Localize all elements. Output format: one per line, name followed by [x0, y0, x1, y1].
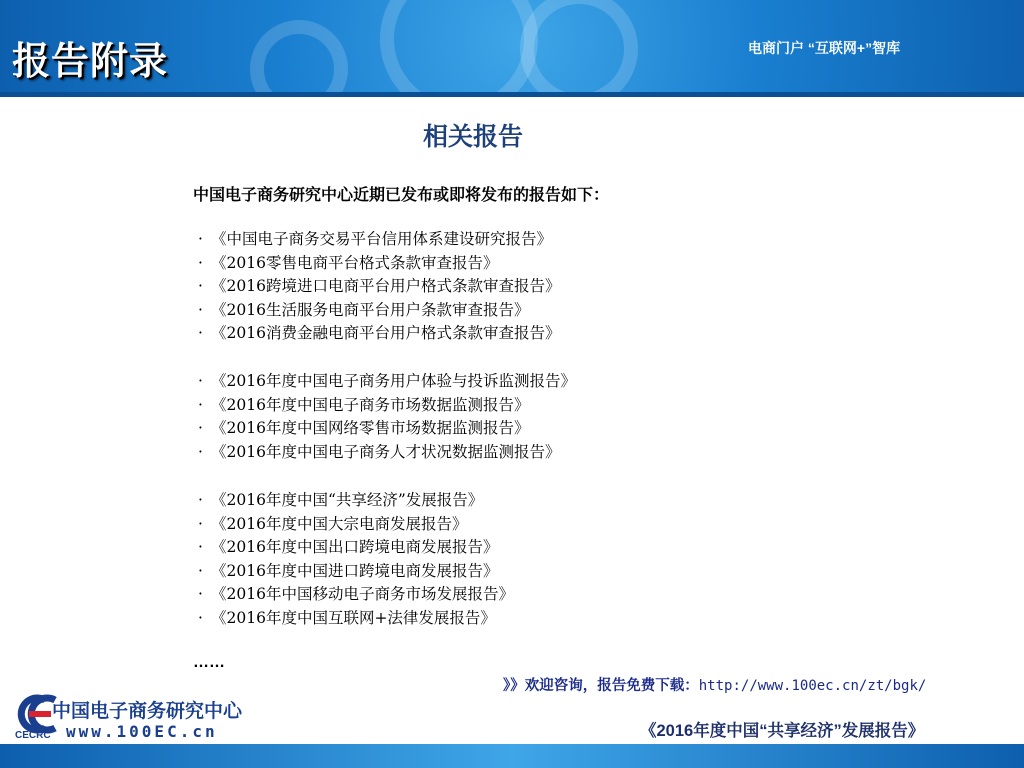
report-title: 《中国电子商务交易平台信用体系建设研究报告》: [211, 230, 553, 248]
bullet-marker: ·: [198, 561, 203, 580]
report-list-item: [198, 513, 514, 537]
report-title: 《2016消费金融电商平台用户格式条款审查报告》: [211, 324, 561, 343]
report-list-group-2: [198, 370, 576, 464]
bullet-marker: ·: [198, 395, 203, 414]
header-decoration: [520, 0, 638, 92]
report-list-item: [198, 322, 560, 346]
bullet-marker: ·: [198, 585, 203, 604]
bullet-marker: ·: [198, 442, 203, 461]
download-url[interactable]: http://www.100ec.cn/zt/bgk/: [698, 678, 927, 694]
report-list-group-1: [198, 228, 560, 346]
report-title: 《2016零售电商平台格式条款审查报告》: [211, 253, 499, 272]
bullet-marker: ·: [198, 419, 203, 438]
report-list-item: [198, 607, 514, 631]
report-list-item: [198, 536, 514, 560]
header-decoration: [250, 20, 348, 92]
download-link[interactable]: [503, 674, 926, 695]
report-list-item: [198, 299, 560, 323]
bullet-marker: ·: [198, 514, 203, 533]
ellipsis-text: ……: [193, 654, 225, 671]
header-tagline: 电商门户 “互联网+”智库: [748, 40, 901, 56]
header-decoration: [380, 0, 538, 92]
report-list-item: [198, 489, 514, 513]
footer-report-title: 《2016年度中国“共享经济”发展报告》: [640, 722, 925, 740]
report-title: 《2016年度中国电子商务用户体验与投诉监测报告》: [211, 372, 576, 390]
bullet-marker: ·: [198, 372, 203, 390]
report-list-item: [198, 275, 560, 299]
report-list-item: [198, 417, 576, 441]
bullet-marker: ·: [198, 277, 203, 296]
report-title: 《2016年度中国电子商务市场数据监测报告》: [211, 395, 530, 414]
footer-bar: [0, 744, 1024, 768]
bullet-marker: ·: [198, 491, 203, 509]
download-text: 》》欢迎咨询，报告免费下载：: [503, 678, 699, 694]
logo-org-name: 中国电子商务研究中心: [52, 701, 243, 722]
bullet-marker: ·: [198, 608, 203, 627]
report-title: 《2016生活服务电商平台用户条款审查报告》: [211, 300, 530, 319]
bullet-marker: ·: [198, 253, 203, 272]
report-title: 《2016年中国移动电子商务市场发展报告》: [211, 585, 514, 604]
section-title: 相关报告: [422, 123, 523, 151]
report-title: 《2016年度中国大宗电商发展报告》: [211, 514, 468, 533]
report-title: 《2016年度中国互联网+法律发展报告》: [211, 608, 496, 627]
report-list-item: [198, 560, 514, 584]
intro-text: 中国电子商务研究中心近期已发布或即将发布的报告如下：: [193, 187, 610, 204]
report-list-group-3: [198, 489, 514, 631]
report-title: 《2016跨境进口电商平台用户格式条款审查报告》: [211, 277, 561, 296]
bullet-marker: ·: [198, 230, 203, 248]
bullet-marker: ·: [198, 300, 203, 319]
report-list-item: [198, 228, 560, 252]
logo-abbr: CECRC: [15, 730, 51, 741]
header-divider: [0, 92, 1024, 97]
report-list-item: [198, 394, 576, 418]
report-title: 《2016年度中国网络零售市场数据监测报告》: [211, 419, 530, 438]
report-list-item: [198, 370, 576, 394]
report-title: 《2016年度中国电子商务人才状况数据监测报告》: [211, 442, 561, 461]
report-list-item: [198, 441, 576, 465]
report-title: 《2016年度中国“共享经济”发展报告》: [211, 491, 484, 509]
header-banner: [0, 0, 1024, 92]
report-title: 《2016年度中国出口跨境电商发展报告》: [211, 538, 499, 557]
report-list-item: [198, 252, 560, 276]
logo-url: www.100EC.cn: [66, 722, 218, 741]
page-title: 报告附录: [12, 41, 169, 83]
bullet-marker: ·: [198, 538, 203, 557]
report-list-item: [198, 583, 514, 607]
report-title: 《2016年度中国进口跨境电商发展报告》: [211, 561, 499, 580]
bullet-marker: ·: [198, 324, 203, 343]
